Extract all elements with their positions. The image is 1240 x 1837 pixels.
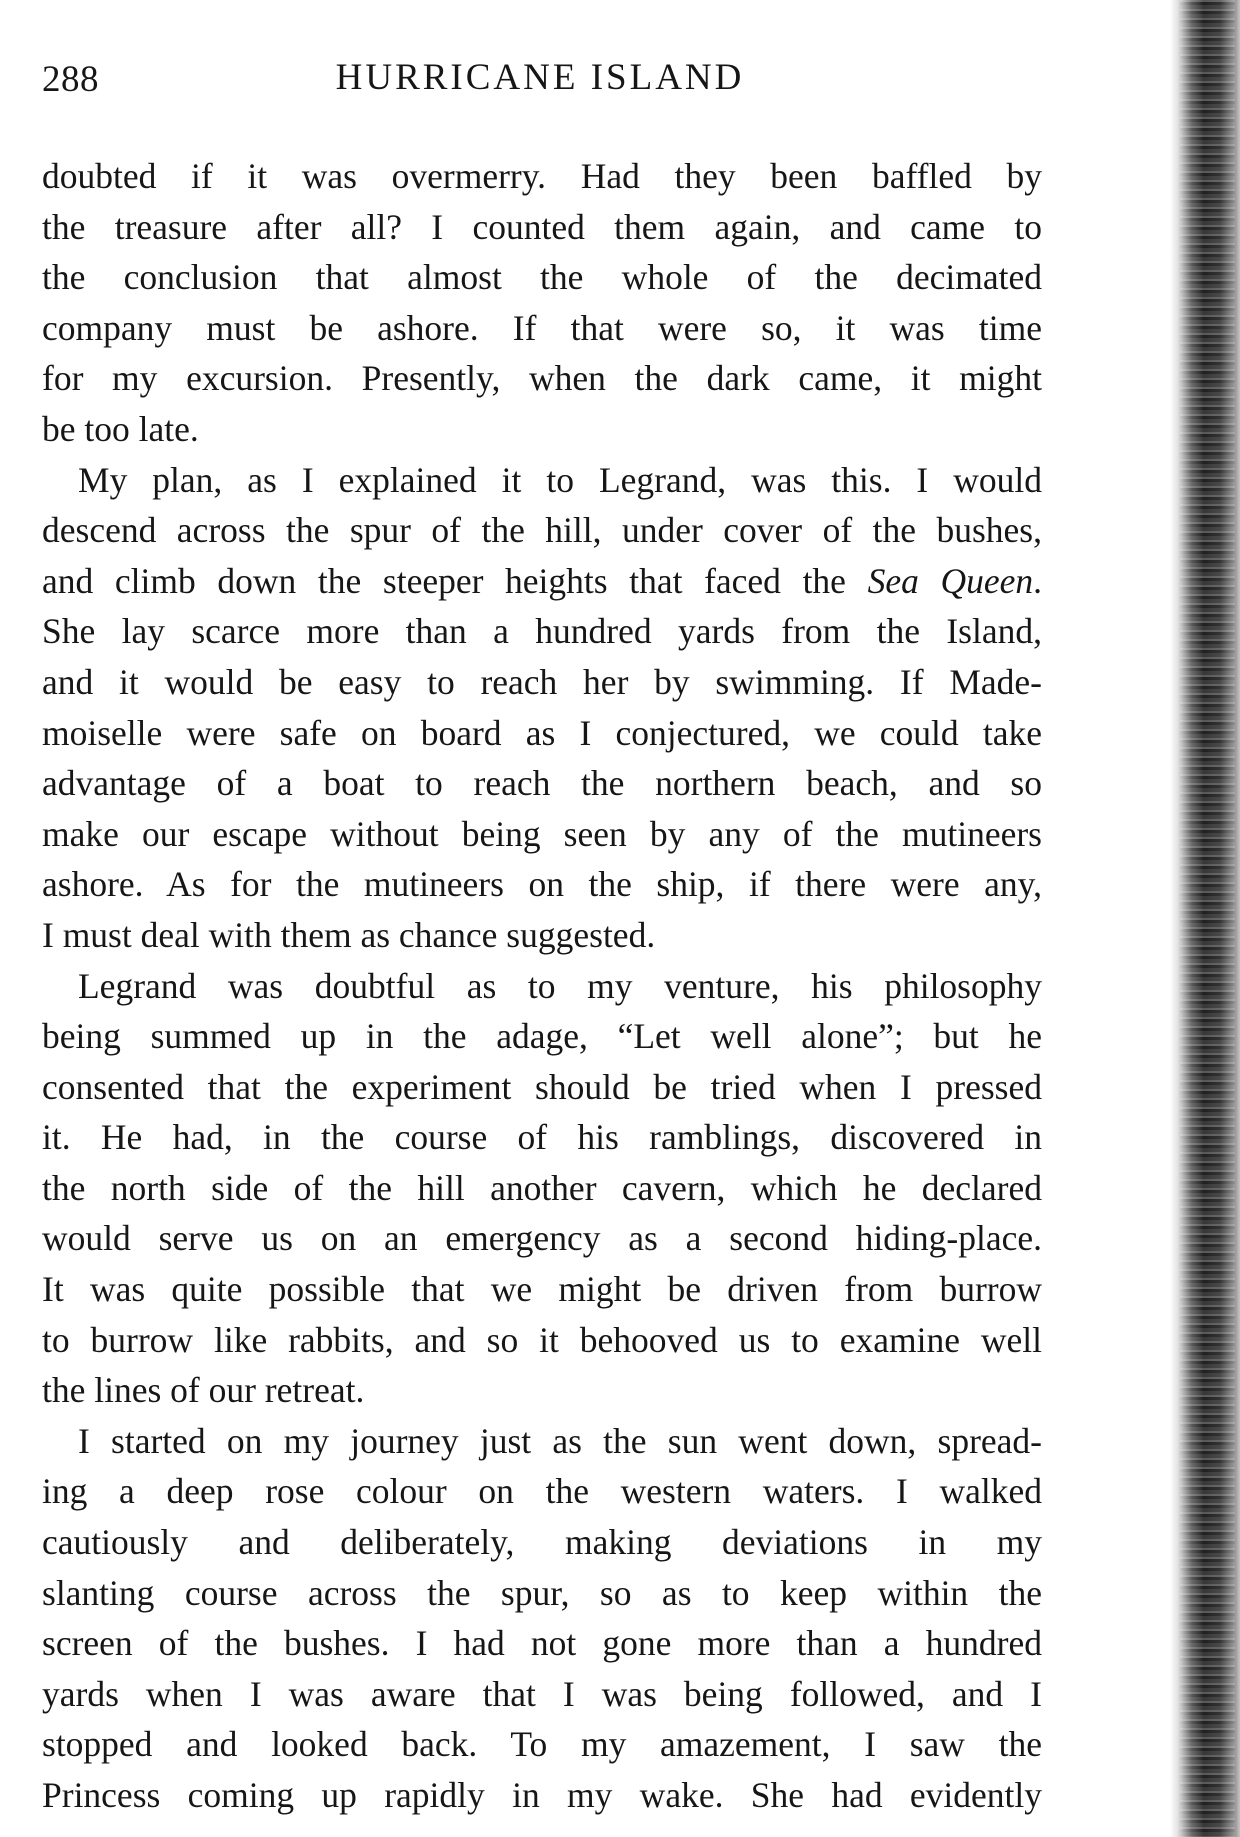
text-line: screen of the bushes. I had not gone more than a hundred [42,1623,1042,1664]
text-segment: . [1033,560,1042,601]
text-segment: and climb down the steeper heights that faced the [42,560,868,601]
text-line: I started on my journey just as the sun went down, spread- [78,1420,1042,1461]
text-line: slanting course across the spur, so as to keep within the [42,1572,1042,1613]
text-line: the north side of the hill another cavern, which he declared [42,1167,1042,1208]
text-line: ashore. As for the mutineers on the ship, if there were any, [42,864,1042,905]
text-line: moiselle were safe on board as I conjectured, we could take [42,712,1042,753]
text-line: ing a deep rose colour on the western waters. I walked [42,1471,1042,1512]
text-line: the conclusion that almost the whole of the decimated [42,257,1042,298]
text-line: descend across the spur of the hill, under cover of the bushes, [42,510,1042,551]
text-line: She lay scarce more than a hundred yards from the Island, [42,611,1042,652]
ship-name-italic: Sea Queen [867,560,1034,601]
text-line: be too late. [42,408,199,449]
text-line: make our escape without being seen by any of the mutineers [42,813,1042,854]
text-line: it. He had, in the course of his ramblings, discovered in [42,1117,1042,1158]
text-line: being summed up in the adage, “Let well alone”; but he [42,1016,1042,1057]
body-text [42,151,1042,1821]
running-title: HURRICANE ISLAND [335,57,745,98]
text-line: yards when I was aware that I was being followed, and I [42,1673,1042,1714]
page-number: 288 [42,59,99,100]
text-line: to burrow like rabbits, and so it behooved us to examine well [42,1319,1042,1360]
text-line: for my excursion. Presently, when the dark came, it might [42,358,1042,399]
text-line: It was quite possible that we might be driven from burrow [42,1269,1042,1310]
text-line: I must deal with them as chance suggested. [42,914,656,955]
text-line: would serve us on an emergency as a second hiding-place. [42,1218,1042,1259]
text-line: the lines of our retreat. [42,1370,365,1411]
book-spine-texture [1180,0,1235,1837]
text-line: advantage of a boat to reach the northern beach, and so [42,763,1042,804]
text-line: stopped and looked back. To my amazement, I saw the [42,1724,1042,1765]
text-line: Princess coming up rapidly in my wake. She had evidently [42,1775,1042,1815]
text-line: cautiously and deliberately, making deviations in my [42,1522,1042,1563]
text-line: the treasure after all? I counted them again, and came to [42,206,1042,247]
text-line [42,556,1042,607]
text-line: doubted if it was overmerry. Had they been baffled by [42,156,1042,196]
text-line: company must be ashore. If that were so, it was time [42,307,1042,348]
text-line: and it would be easy to reach her by swimming. If Made- [42,661,1042,702]
text-line: Legrand was doubtful as to my venture, his philosophy [78,965,1042,1006]
text-line: consented that the experiment should be tried when I pressed [42,1066,1042,1107]
text-line: My plan, as I explained it to Legrand, was this. I would [78,459,1042,500]
